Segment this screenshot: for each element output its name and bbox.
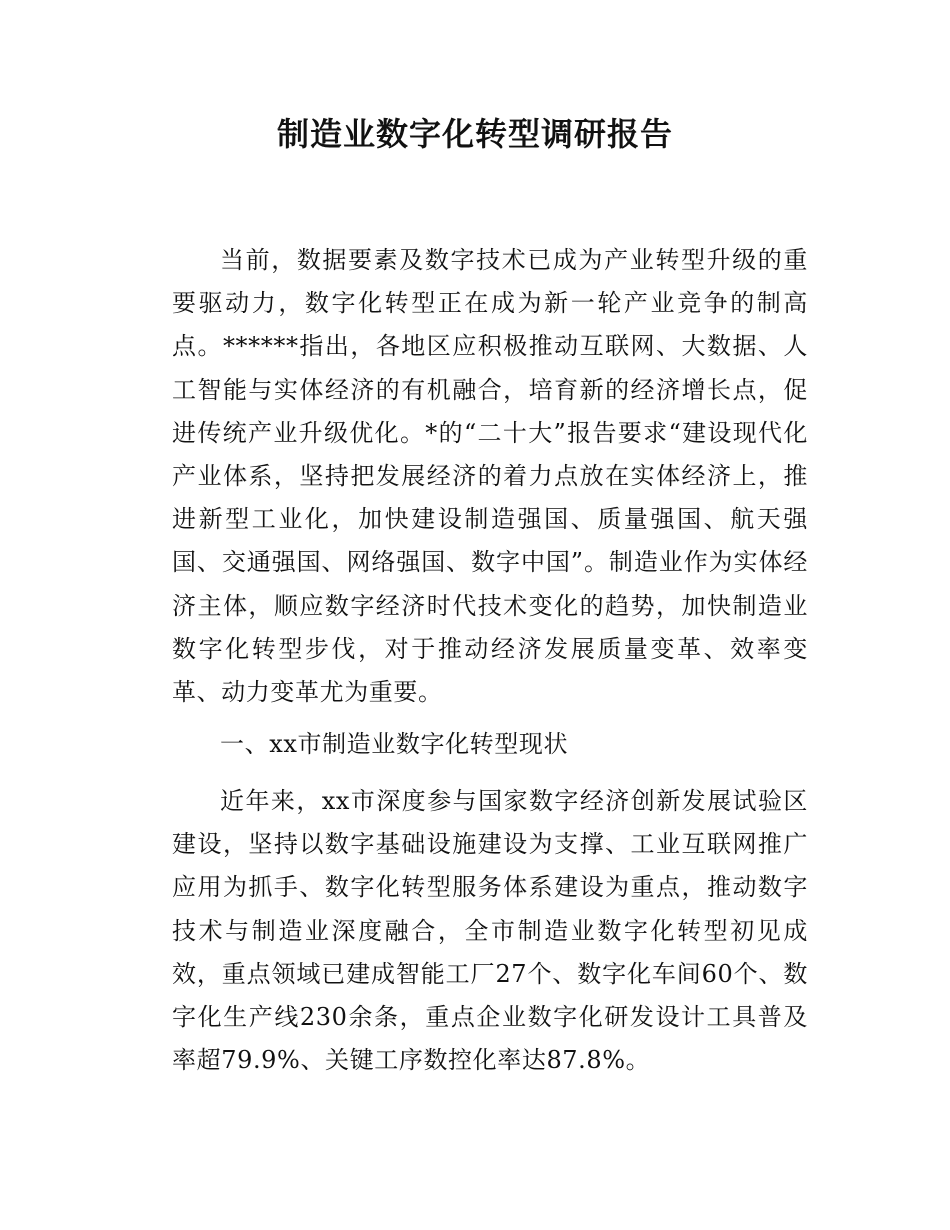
intro-paragraph: 当前，数据要素及数字技术已成为产业转型升级的重要驱动力，数字化转型正在成为新一轮产业竞争的制高点。******指出，各地区应积极推动互联网、大数据、人工智能与实体经济的有机融合，培育新的经济增长点，促进传统产业升级优化。*的“二十大”报告要求“建设现代化产业体系，坚持把发展经济的着力点放在实体经济上，推进新型工业化，加快建设制造强国、质量强国、航天强国、交通强国、网络强国、数字中国”。制造业作为实体经济主体，顺应数字经济时代技术变化的趋势，加快制造业数字化转型步伐，对于推动经济发展质量变革、效率变革、动力变革尤为重要。 [172, 246, 808, 707]
document-title: 制造业数字化转型调研报告 [276, 115, 673, 153]
status-paragraph: 近年来，xx市深度参与国家数字经济创新发展试验区建设，坚持以数字基础设施建设为支撑、工业互联网推广应用为抓手、数字化转型服务体系建设为重点，推动数字技术与制造业深度融合，全市制造业数字化转型初见成效，重点领域已建成智能工厂27个、数字化车间60个、数字化生产线230余条，重点企业数字化研发设计工具普及率超79.9%、关键工序数控化率达87.8%。 [172, 787, 808, 1075]
section-heading: 一、xx市制造业数字化转型现状 [220, 730, 569, 758]
